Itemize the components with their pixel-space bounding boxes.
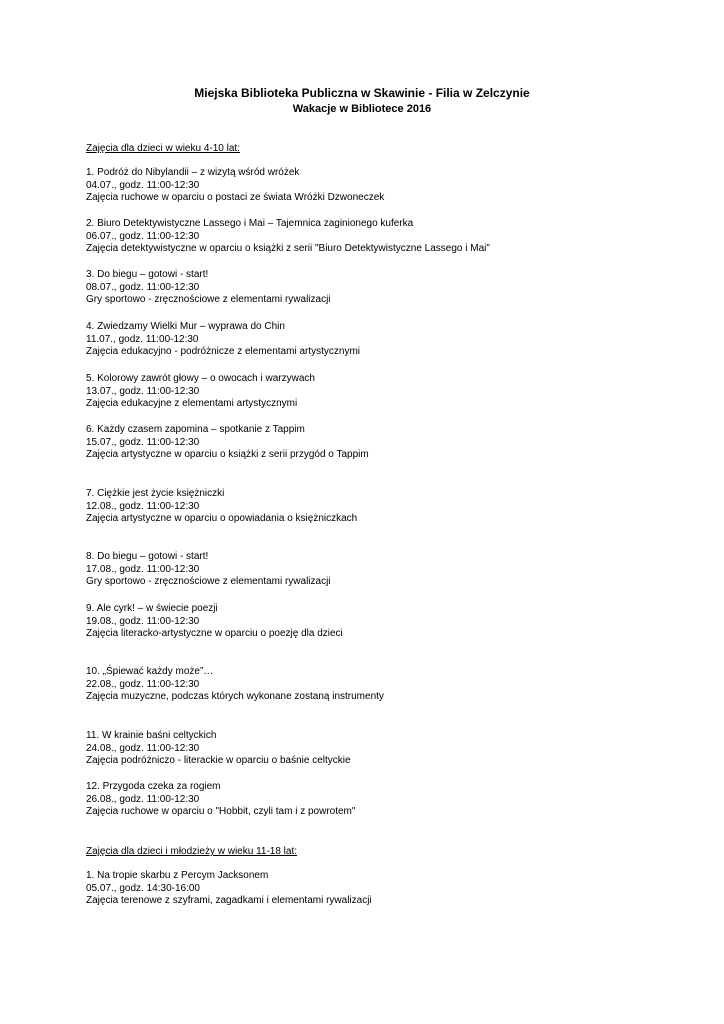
entry-description: Zajęcia artystyczne w oparciu o książki z serii przygód o Tappim — [86, 449, 369, 461]
entry-title: 12. Przygoda czeka za rogiem — [86, 781, 221, 792]
entry-title: 10. „Śpiewać każdy może”… — [86, 666, 214, 677]
list-item — [86, 167, 384, 205]
entry-title: 9. Ale cyrk! – w świecie poezji — [86, 603, 218, 614]
entry-description: Zajęcia detektywistyczne w oparciu o książki z serii "Biuro Detektywistyczne Lassego i Mai" — [86, 243, 490, 255]
entry-date: 24.08., godz. 11:00-12:30 — [86, 742, 200, 754]
entry-description: Zajęcia terenowe z szyframi, zagadkami i elementami rywalizacji — [86, 895, 372, 907]
entry-title: 8. Do biegu – gotowi - start! — [86, 551, 209, 562]
list-item — [86, 321, 360, 359]
entry-description: Gry sportowo - zręcznościowe z elementami rywalizacji — [86, 294, 331, 306]
entry-date: 15.07., godz. 11:00-12:30 — [86, 436, 200, 448]
list-item — [86, 218, 490, 256]
entry-title: 3. Do biegu – gotowi - start! — [86, 269, 209, 280]
list-item — [86, 424, 369, 462]
section-heading-youth: Zajęcia dla dzieci i młodzieży w wieku 11-18 lat: — [86, 846, 298, 857]
list-item — [86, 730, 351, 768]
entry-date: 08.07., godz. 11:00-12:30 — [86, 281, 200, 293]
entry-date: 19.08., godz. 11:00-12:30 — [86, 615, 200, 627]
entry-description: Zajęcia edukacyjno - podróżnicze z elementami artystycznymi — [86, 346, 360, 358]
entry-description: Zajęcia muzyczne, podczas których wykonane zostaną instrumenty — [86, 691, 384, 703]
entry-date: 17.08., godz. 11:00-12:30 — [86, 563, 200, 575]
entry-date: 12.08., godz. 11:00-12:30 — [86, 500, 200, 512]
entry-date: 05.07., godz. 14:30-16:00 — [86, 882, 200, 894]
list-item — [86, 269, 331, 307]
entry-title: 11. W krainie baśni celtyckich — [86, 730, 217, 741]
entry-date: 11.07., godz. 11:00-12:30 — [86, 333, 199, 345]
list-item — [86, 666, 384, 704]
entry-title: 6. Każdy czasem zapomina – spotkanie z Tappim — [86, 424, 305, 435]
entry-description: Gry sportowo - zręcznościowe z elementami rywalizacji — [86, 576, 331, 588]
list-item — [86, 781, 355, 819]
document-title: Miejska Biblioteka Publiczna w Skawinie - Filia w Zelczynie — [194, 86, 530, 100]
list-item — [86, 373, 315, 411]
entry-description: Zajęcia edukacyjne z elementami artystycznymi — [86, 398, 298, 410]
entry-description: Zajęcia ruchowe w oparciu o postaci ze świata Wróżki Dzwoneczek — [86, 192, 385, 204]
entry-description: Zajęcia artystyczne w oparciu o opowiadania o księżniczkach — [86, 513, 358, 525]
entry-date: 13.07., godz. 11:00-12:30 — [86, 385, 200, 397]
entry-title: 5. Kolorowy zawrót głowy – o owocach i warzywach — [86, 373, 315, 384]
entry-date: 06.07., godz. 11:00-12:30 — [86, 230, 200, 242]
entry-description: Zajęcia podróżniczo - literackie w oparciu o baśnie celtyckie — [86, 755, 351, 767]
entry-title: 4. Zwiedzamy Wielki Mur – wyprawa do Chin — [86, 321, 285, 332]
document-subtitle: Wakacje w Bibliotece 2016 — [292, 103, 432, 115]
entry-date: 26.08., godz. 11:00-12:30 — [86, 793, 200, 805]
list-item — [86, 551, 331, 589]
list-item — [86, 488, 357, 526]
list-item — [86, 603, 343, 641]
entry-date: 22.08., godz. 11:00-12:30 — [86, 678, 200, 690]
list-item — [86, 870, 372, 908]
entry-date: 04.07., godz. 11:00-12:30 — [86, 179, 200, 191]
entry-title: 1. Na tropie skarbu z Percym Jacksonem — [86, 870, 269, 881]
entry-title: 7. Ciężkie jest życie księżniczki — [86, 488, 225, 499]
entry-title: 2. Biuro Detektywistyczne Lassego i Mai – Tajemnica zaginionego kuferka — [86, 218, 414, 229]
entry-description: Zajęcia ruchowe w oparciu o "Hobbit, czyli tam i z powrotem" — [86, 806, 356, 818]
entry-title: 1. Podróż do Nibylandii – z wizytą wśród wróżek — [86, 167, 300, 178]
section-heading-children: Zajęcia dla dzieci w wieku 4-10 lat: — [86, 143, 240, 154]
entry-description: Zajęcia literacko-artystyczne w oparciu o poezję dla dzieci — [86, 628, 343, 640]
